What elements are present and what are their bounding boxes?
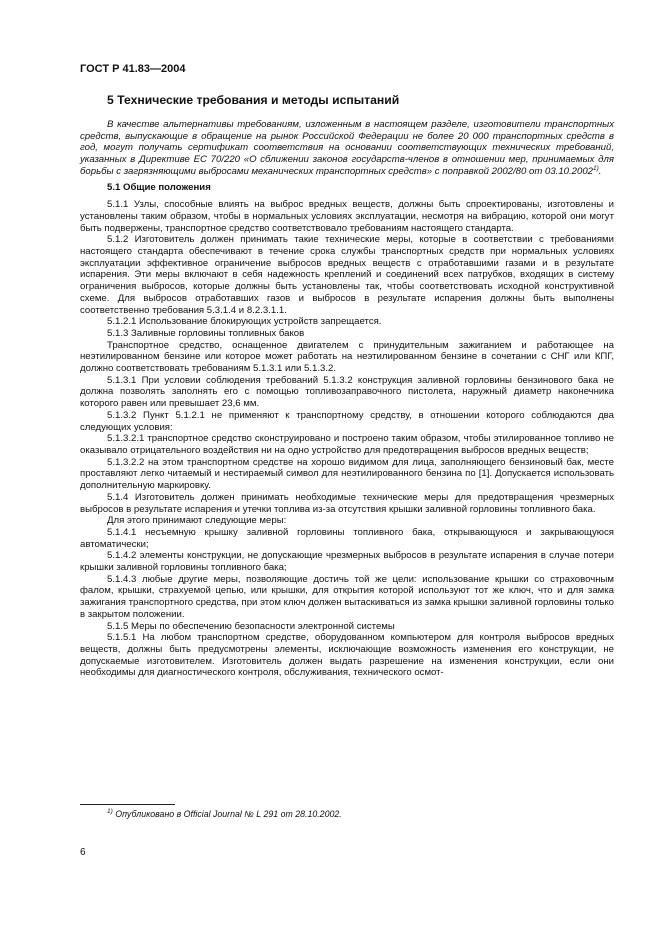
paragraph-5-1-3-2-1: 5.1.3.2.1 транспортное средство сконструировано и построено таким образом, чтобы этилированное топливо не оказывало отрицательного воздействия ни на одно устройство для предотвращения выбросов вредных веществ; [80,433,614,456]
footnote-text: Опубликовано в Official Journal № L 291 от 28.10.2002. [115,809,342,819]
section-title: 5 Технические требования и методы испытаний [107,93,400,107]
body-text [80,119,614,679]
paragraph-5-1-3: 5.1.3 Заливные горловины топливных баков [107,327,305,339]
footnote [107,809,342,821]
paragraph-5-1-4-3: 5.1.4.3 любые другие меры, позволяющие достичь той же цели: использование крышки со страховочным фалом, крышки, страхуемой цепью, или крышки, для открытия которой используют тот же ключ, что и для замка зажигания транспортного средства, при этом ключ должен вытаскиваться из замка крышки заливной горловины только в закрытом положении. [80,573,614,620]
footnote-mark: 1) [107,808,113,815]
paragraph-5-1-4-lead: Для этого принимают следующие меры: [107,515,287,527]
paragraph-5-1-4-2: 5.1.4.2 элементы конструкции, не допускающие чрезмерных выбросов в результате испарения в случае потери крышки заливной горловины топливного бака; [80,550,614,574]
footnote-divider [80,804,175,805]
paragraph-5-1-3-1: 5.1.3.1 При условии соблюдения требований 5.1.3.2 конструкция заливной горловины бензинового бака не должна позволять заполнять его с помощью топливозаправочного пистолета, наружный диаметр наконечника которого равен или превышает 23,6 мм. [80,374,614,410]
intro-note-text: В качестве альтернативы требованиям, изложенным в настоящем разделе, изготовители транспортных средств, выпускающие в обращение на рынок Российской Федерации не более 20 000 транспортных средств в год, могут получать сертификат соответствия на основании соответствующих технических требований, указанных в Директиве ЕС 70/220 «О сближении законов государств-членов в отношении мер, принимаемых для борьбы с загрязняющими выбросами механических транспортных средств» с поправкой 2002/80 от 03.10.2002 [80,119,614,177]
subsection-title: 5.1 Общие положения [107,181,211,193]
paragraph-5-1-2-1: 5.1.2.1 Использование блокирующих устройств запрещается. [107,316,382,328]
standard-code: ГОСТ Р 41.83—2004 [80,63,186,75]
page-number: 6 [80,847,86,858]
paragraph-5-1-4: 5.1.4 Изготовитель должен принимать необходимые технические меры для предотвращения чрезмерных выбросов в результате испарения и утечки топлива из-за отсутствия крышки заливной горловины топливного бака. [80,491,614,515]
intro-note-tail: . [598,165,602,177]
paragraph-5-1-1: 5.1.1 Узлы, способные влиять на выброс вредных веществ, должны быть спроектированы, изготовлены и установлены таким образом, чтобы в нормальных условиях эксплуатации, несмотря на вибрацию, которой они могут быть подвержены, транспортное средство соответствовало требованиям настоящего стандарта. [80,199,614,234]
paragraph-5-1-4-1: 5.1.4.1 несъемную крышку заливной горловины топливного бака, открывающуюся и закрывающуюся автоматически; [80,526,614,550]
paragraph-5-1-3-2-2: 5.1.3.2.2 на этом транспортном средстве на хорошо видимом для лица, заполняющего бензиновый бак, месте проставляют легко читаемый и нестираемый символ для неэтилированного бензина по [1]. Допускается использовать дополнительную маркировку. [80,456,614,492]
paragraph-5-1-3-2: 5.1.3.2 Пункт 5.1.2.1 не применяют к транспортному средству, в отношении которого соблюдаются два следующих условия: [80,409,614,433]
footnote-reference: 1) [593,164,599,172]
paragraph-5-1-3-body: Транспортное средство, оснащенное двигателем с принудительным зажиганием и работающее на неэтилированном бензине или которое может работать на неэтилированном бензине в сочетании с СНГ или КПГ, должно соответствовать требованиям 5.1.3.1 или 5.1.3.2. [80,339,614,375]
paragraph-5-1-2: 5.1.2 Изготовитель должен принимать такие технические меры, которые в соответствии с требованиями настоящего стандарта обеспечивают в течение срока службы транспортных средств при нормальных условиях эксплуатации эффективное ограничение выбросов вредных веществ с отработавшими газами и в результате испарения. Эти меры включают в себя надежность креплений и соединений всех патрубков, входящих в систему ограничения выбросов, которые должны быть установлены так, чтобы соответствовать исходной конструктивной схеме. Для выбросов отработавших газов и выбросов в результате испарения должны быть выполнены соответственно требования 5.3.1.4 и 8.2.3.1.1. [80,234,614,316]
intro-note [80,119,614,178]
paragraph-5-1-5: 5.1.5 Меры по обеспечению безопасности электронной системы [107,620,395,632]
paragraph-5-1-5-1: 5.1.5.1 На любом транспортном средстве, оборудованном компьютером для контроля выбросов вредных веществ, должны быть предусмотрены элементы, исключающие возможность изменения его конструкции, не допускаемые изготовителем. Изготовитель должен выдать разрешение на изменения конструкции, если они необходимы для диагностического контроля, обслуживания, технического осмот- [80,632,614,679]
